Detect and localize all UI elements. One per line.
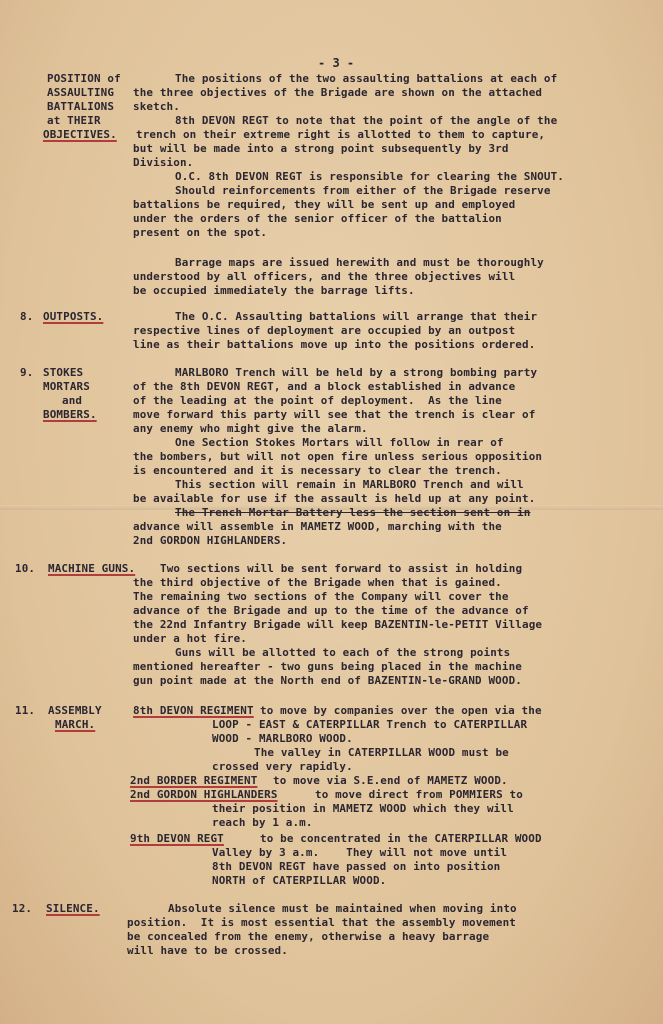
body-line: Two sections will be sent forward to assist in holding	[160, 562, 523, 575]
section-number: 12.	[12, 902, 33, 915]
unit-name: 2nd BORDER REGIMENT	[130, 774, 258, 787]
body-line: but will be made into a strong point subsequently by 3rd	[133, 142, 509, 155]
section-heading: and	[62, 394, 83, 407]
section-number: 10.	[15, 562, 36, 575]
unit-name: 8th DEVON REGIMENT	[133, 704, 254, 717]
body-line: be occupied immediately the barrage lifts.	[133, 284, 415, 297]
section-heading: SILENCE.	[46, 902, 100, 915]
body-line: under a hot fire.	[133, 632, 248, 645]
body-line: One Section Stokes Mortars will follow in rear of	[175, 436, 504, 449]
body-line: Division.	[133, 156, 194, 169]
body-line: advance of the Brigade and up to the time of the advance of	[133, 604, 529, 617]
side-heading: at THEIR	[47, 114, 101, 127]
side-heading: BATTALIONS	[47, 100, 115, 113]
body-line: NORTH of CATERPILLAR WOOD.	[212, 874, 387, 887]
body-line: 8th DEVON REGT have passed on into position	[212, 860, 501, 873]
body-line: any enemy who might give the alarm.	[133, 422, 368, 435]
section-heading: MACHINE GUNS.	[48, 562, 136, 575]
body-line: Barrage maps are issued herewith and must be thoroughly	[175, 256, 544, 269]
page-number: - 3 -	[318, 56, 355, 70]
body-line: MARLBORO Trench will be held by a strong bombing party	[175, 366, 538, 379]
body-line: move forward this party will see that the trench is clear of	[133, 408, 536, 421]
body-line: The valley in CATERPILLAR WOOD must be	[254, 746, 509, 759]
body-line: The Trench Mortar Battery less the section sent on in	[175, 506, 531, 519]
body-line: of the 8th DEVON REGT, and a block established in advance	[133, 380, 516, 393]
section-heading: BOMBERS.	[43, 408, 97, 421]
body-line: to move by companies over the open via the	[260, 704, 542, 717]
body-line: to be concentrated in the CATERPILLAR WOOD	[260, 832, 542, 845]
body-line: WOOD - MARLBORO WOOD.	[212, 732, 353, 745]
body-line: sketch.	[133, 100, 180, 113]
body-line: present on the spot.	[133, 226, 268, 239]
body-line: Should reinforcements from either of the Brigade reserve	[175, 184, 551, 197]
body-line: O.C. 8th DEVON REGT is responsible for clearing the SNOUT.	[175, 170, 564, 183]
unit-name: 2nd GORDON HIGHLANDERS	[130, 788, 278, 801]
body-line: reach by 1 a.m.	[212, 816, 313, 829]
body-line: Guns will be allotted to each of the strong points	[175, 646, 511, 659]
body-line: to move via S.E.end of MAMETZ WOOD.	[273, 774, 508, 787]
body-line: the third objective of the Brigade when that is gained.	[133, 576, 502, 589]
body-line: position. It is most essential that the assembly movement	[127, 916, 516, 929]
side-heading: POSITION of	[47, 72, 121, 85]
body-line: gun point made at the North end of BAZENTIN-le-GRAND WOOD.	[133, 674, 522, 687]
body-line: their position in MAMETZ WOOD which they will	[212, 802, 514, 815]
body-line: of the leading at the point of deployment. As the line	[133, 394, 502, 407]
body-line: the 22nd Infantry Brigade will keep BAZENTIN-le-PETIT Village	[133, 618, 543, 631]
body-line: respective lines of deployment are occupied by an outpost	[133, 324, 516, 337]
body-line: battalions be required, they will be sent up and employed	[133, 198, 516, 211]
side-heading: ASSAULTING	[47, 86, 115, 99]
body-line: The positions of the two assaulting battalions at each of	[175, 72, 558, 85]
section-heading: OUTPOSTS.	[43, 310, 104, 323]
section-heading: STOKES	[43, 366, 84, 379]
body-line: to move direct from POMMIERS to	[315, 788, 523, 801]
unit-name: 9th DEVON REGT	[130, 832, 224, 845]
body-line: LOOP - EAST & CATERPILLAR Trench to CATERPILLAR	[212, 718, 528, 731]
body-line: Valley by 3 a.m. They will not move until	[212, 846, 508, 859]
section-number: 11.	[15, 704, 36, 717]
body-line: understood by all officers, and the three objectives will	[133, 270, 516, 283]
body-line: This section will remain in MARLBORO Trench and will	[175, 478, 524, 491]
body-line: is encountered and it is necessary to clear the trench.	[133, 464, 502, 477]
body-line: Absolute silence must be maintained when moving into	[168, 902, 517, 915]
body-line: trench on their extreme right is allotted to them to capture,	[136, 128, 546, 141]
body-line: will have to be crossed.	[127, 944, 288, 957]
body-line: be concealed from the enemy, otherwise a heavy barrage	[127, 930, 490, 943]
body-line: crossed very rapidly.	[212, 760, 353, 773]
section-heading: ASSEMBLY	[48, 704, 102, 717]
body-line: be available for use if the assault is held up at any point.	[133, 492, 536, 505]
body-line: advance will assemble in MAMETZ WOOD, marching with the	[133, 520, 502, 533]
side-heading: OBJECTIVES.	[43, 128, 117, 141]
body-line: 8th DEVON REGT to note that the point of the angle of the	[175, 114, 558, 127]
body-line: line as their battalions move up into the positions ordered.	[133, 338, 536, 351]
body-line: 2nd GORDON HIGHLANDERS.	[133, 534, 288, 547]
body-line: the bombers, but will not open fire unless serious opposition	[133, 450, 543, 463]
section-number: 9.	[20, 366, 34, 379]
section-number: 8.	[20, 310, 34, 323]
section-heading: MARCH.	[55, 718, 96, 731]
body-line: The remaining two sections of the Company will cover the	[133, 590, 509, 603]
body-line: the three objectives of the Brigade are shown on the attached	[133, 86, 543, 99]
body-line: mentioned hereafter - two guns being placed in the machine	[133, 660, 522, 673]
body-line: The O.C. Assaulting battalions will arrange that their	[175, 310, 538, 323]
body-line: under the orders of the senior officer of the battalion	[133, 212, 502, 225]
section-heading: MORTARS	[43, 380, 90, 393]
